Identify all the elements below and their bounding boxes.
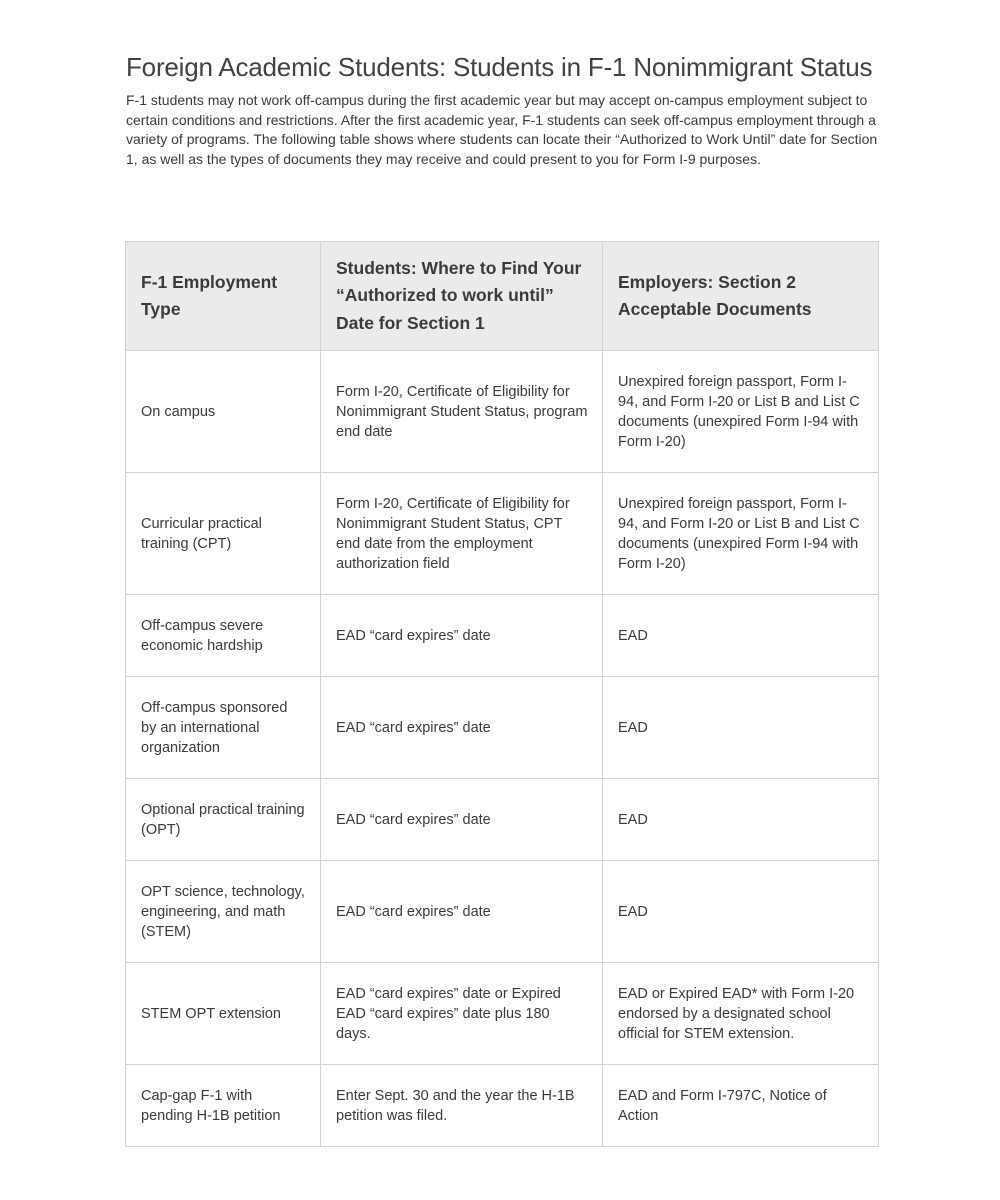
cell-employment-type: Off-campus sponsored by an international organization bbox=[126, 677, 321, 779]
cell-employment-type: Cap-gap F-1 with pending H-1B petition bbox=[126, 1065, 321, 1147]
table-row bbox=[126, 779, 879, 861]
table-row bbox=[126, 473, 879, 595]
cell-employers: EAD bbox=[603, 861, 879, 963]
cell-students: EAD “card expires” date bbox=[321, 677, 603, 779]
cell-employers: EAD bbox=[603, 779, 879, 861]
header-employment-type: F-1 Employment Type bbox=[126, 242, 321, 351]
cell-students: EAD “card expires” date or Expired EAD “card expires” date plus 180 days. bbox=[321, 963, 603, 1065]
cell-employers: EAD or Expired EAD* with Form I-20 endorsed by a designated school official for STEM extension. bbox=[603, 963, 879, 1065]
cell-employment-type: Curricular practical training (CPT) bbox=[126, 473, 321, 595]
cell-students: EAD “card expires” date bbox=[321, 861, 603, 963]
table-row bbox=[126, 595, 879, 677]
table-row bbox=[126, 861, 879, 963]
page-content bbox=[126, 52, 878, 169]
cell-employment-type: STEM OPT extension bbox=[126, 963, 321, 1065]
cell-employers: EAD bbox=[603, 595, 879, 677]
cell-employment-type: On campus bbox=[126, 351, 321, 473]
cell-employment-type: OPT science, technology, engineering, and math (STEM) bbox=[126, 861, 321, 963]
cell-employers: EAD and Form I-797C, Notice of Action bbox=[603, 1065, 879, 1147]
cell-employment-type: Optional practical training (OPT) bbox=[126, 779, 321, 861]
cell-students: Enter Sept. 30 and the year the H-1B petition was filed. bbox=[321, 1065, 603, 1147]
header-students-where-to-find: Students: Where to Find Your “Authorized to work until” Date for Section 1 bbox=[321, 242, 603, 351]
intro-paragraph: F-1 students may not work off-campus during the first academic year but may accept on-campus employment subject to certain conditions and restrictions. After the first academic year, F-1 students can seek off-campus employment through a variety of programs. The following table shows where students can locate their “Authorized to Work Until” date for Section 1, as well as the types of documents they may receive and could present to you for Form I-9 purposes. bbox=[126, 92, 878, 167]
table-row bbox=[126, 963, 879, 1065]
cell-employment-type: Off-campus severe economic hardship bbox=[126, 595, 321, 677]
table-body bbox=[126, 351, 879, 1147]
table-row bbox=[126, 351, 879, 473]
cell-employers: EAD bbox=[603, 677, 879, 779]
cell-students: Form I-20, Certificate of Eligibility for Nonimmigrant Student Status, CPT end date from the employment authorization field bbox=[321, 473, 603, 595]
table-row bbox=[126, 677, 879, 779]
cell-employers: Unexpired foreign passport, Form I-94, and Form I-20 or List B and List C documents (unexpired Form I-94 with Form I-20) bbox=[603, 351, 879, 473]
table-row bbox=[126, 1065, 879, 1147]
cell-students: EAD “card expires” date bbox=[321, 779, 603, 861]
header-employers-documents: Employers: Section 2 Acceptable Documents bbox=[603, 242, 879, 351]
cell-students: Form I-20, Certificate of Eligibility for Nonimmigrant Student Status, program end date bbox=[321, 351, 603, 473]
header-row bbox=[126, 242, 879, 351]
cell-employers: Unexpired foreign passport, Form I-94, and Form I-20 or List B and List C documents (unexpired Form I-94 with Form I-20) bbox=[603, 473, 879, 595]
cell-students: EAD “card expires” date bbox=[321, 595, 603, 677]
page-title: Foreign Academic Students: Students in F-1 Nonimmigrant Status bbox=[126, 52, 873, 82]
f1-employment-table bbox=[125, 241, 879, 1147]
table-header bbox=[126, 242, 879, 351]
